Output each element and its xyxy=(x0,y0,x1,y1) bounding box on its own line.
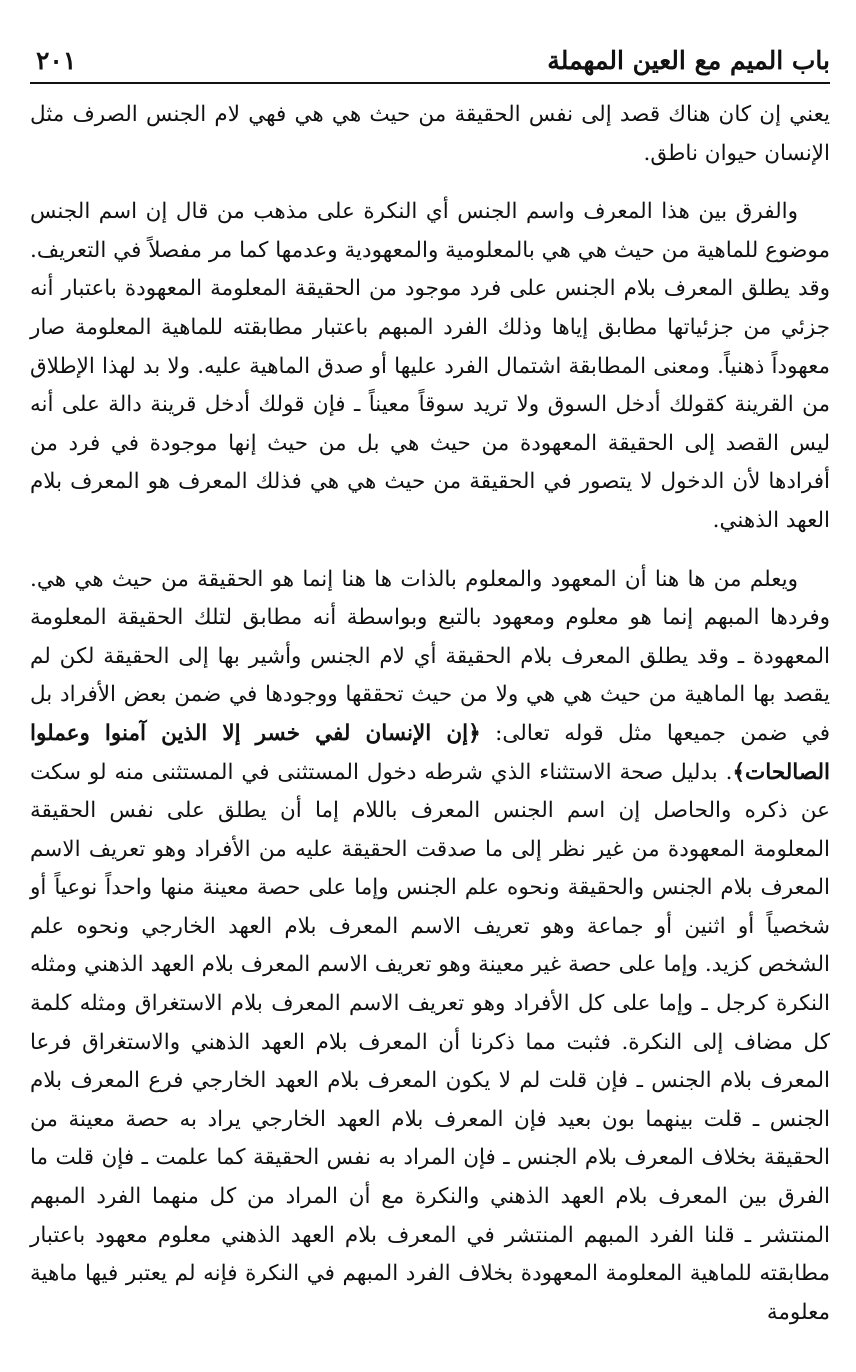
paragraph-3 xyxy=(30,561,830,1333)
body-text xyxy=(30,96,830,1332)
paragraph-3-continuation: . بدليل صحة الاستثناء الذي شرطه دخول المستثنى في المستثنى منه لو سكت عن ذكره والحاصل إن اسم الجنس المعرف باللام إما أن يطلق على نفس الحقيقة المعلومة المعهودة من غير نظر إلى ما صدقت الحقيقة عليه من الأفراد وهو تعريف الاسم المعرف بلام الجنس والحقيقة ونحوه علم الجنس وإما على حصة معينة منها واحداً نوعياً أو شخصياً أو اثنين أو جماعة وهو تعريف الاسم المعرف بلام العهد الخارجي ونحوه علم الشخص كزيد. وإما على حصة غير معينة وهو تعريف الاسم المعرف بلام العهد الذهني ومثله النكرة كرجل ـ وإما على كل الأفراد وهو تعريف الاسم المعرف بلام الاستغراق ومثله كلمة كل مضاف إلى النكرة. فثبت مما ذكرنا أن المعرف بلام العهد الذهني والاستغراق فرعا المعرف بلام الجنس ـ فإن قلت لم لا يكون المعرف بلام العهد الخارجي فرع المعرف بلام الجنس ـ قلت بينهما بون بعيد فإن المعرف بلام العهد الخارجي يراد به حصة معينة من الحقيقة بخلاف المعرف بلام الجنس ـ فإن المراد به نفس الحقيقة كما علمت ـ فإن قلت ما الفرق بين المعرف بلام العهد الذهني والنكرة مع أن المراد من كل منهما الفرد المبهم المنتشر ـ قلنا الفرد المبهم المنتشر في المعرف بلام العهد الذهني معلوم معهود باعتبار مطابقته للماهية المعلومة المعهودة بخلاف الفرد المبهم في النكرة فإنه لم يعتبر فيها ماهية معلومة xyxy=(30,759,830,1325)
paragraph-2: والفرق بين هذا المعرف واسم الجنس أي النكرة على مذهب من قال إن اسم الجنس موضوع للماهية من حيث هي هي بالمعلومية والمعهودية وعدمها كما مر مفصلاً في التعريف. وقد يطلق المعرف بلام الجنس على فرد موجود من الحقيقة المعلومة المعهودة باعتبار أنه جزئي من جزئياتها مطابق إياها وذلك الفرد المبهم باعتبار مطابقته للماهية المعلومة صار معهوداً ذهنياً. ومعنى المطابقة اشتمال الفرد عليها أو صدق الماهية عليه. ولا بد لهذا الإطلاق من القرينة كقولك أدخل السوق ولا تريد سوقاً معيناً ـ فإن قولك أدخل قرينة دالة على أنه ليس القصد إلى الحقيقة المعهودة من حيث هي بل من حيث إنها موجودة في فرد من أفرادها لأن الدخول لا يتصور في الحقيقة من حيث هي هي فذلك المعرف هو المعرف بلام العهد الذهني. xyxy=(30,199,830,533)
running-header xyxy=(30,40,830,84)
paragraph-3-opening: ويعلم من ها هنا أن المعهود والمعلوم بالذات ها هنا إنما هو الحقيقة من حيث هي هي. وفردها المبهم إنما هو معلوم ومعهود بالتبع وبواسطة أنه مطابق لتلك الحقيقة المعلومة المعهودة ـ وقد يطلق المعرف بلام الحقيقة أي لام الجنس وأشير بها إلى الحقيقة لكن لم يقصد بها الماهية من حيث هي هي ولا من حيث تحققها ووجودها في ضمن بعض الأفراد بل في ضمن جميعها مثل قوله تعالى: xyxy=(30,566,830,746)
quran-verse: ﴿إن الإنسان لفي خسر إلا الذين آمنوا وعملوا الصالحات﴾ xyxy=(30,720,830,785)
paragraph-1: يعني إن كان هناك قصد إلى نفس الحقيقة من حيث هي هي فهي لام الجنس الصرف مثل الإنسان حيوان ناطق. xyxy=(30,102,830,166)
page-number: ٢٠١ xyxy=(36,46,77,75)
chapter-title: باب الميم مع العين المهملة xyxy=(547,46,830,75)
document-page xyxy=(30,40,830,1350)
